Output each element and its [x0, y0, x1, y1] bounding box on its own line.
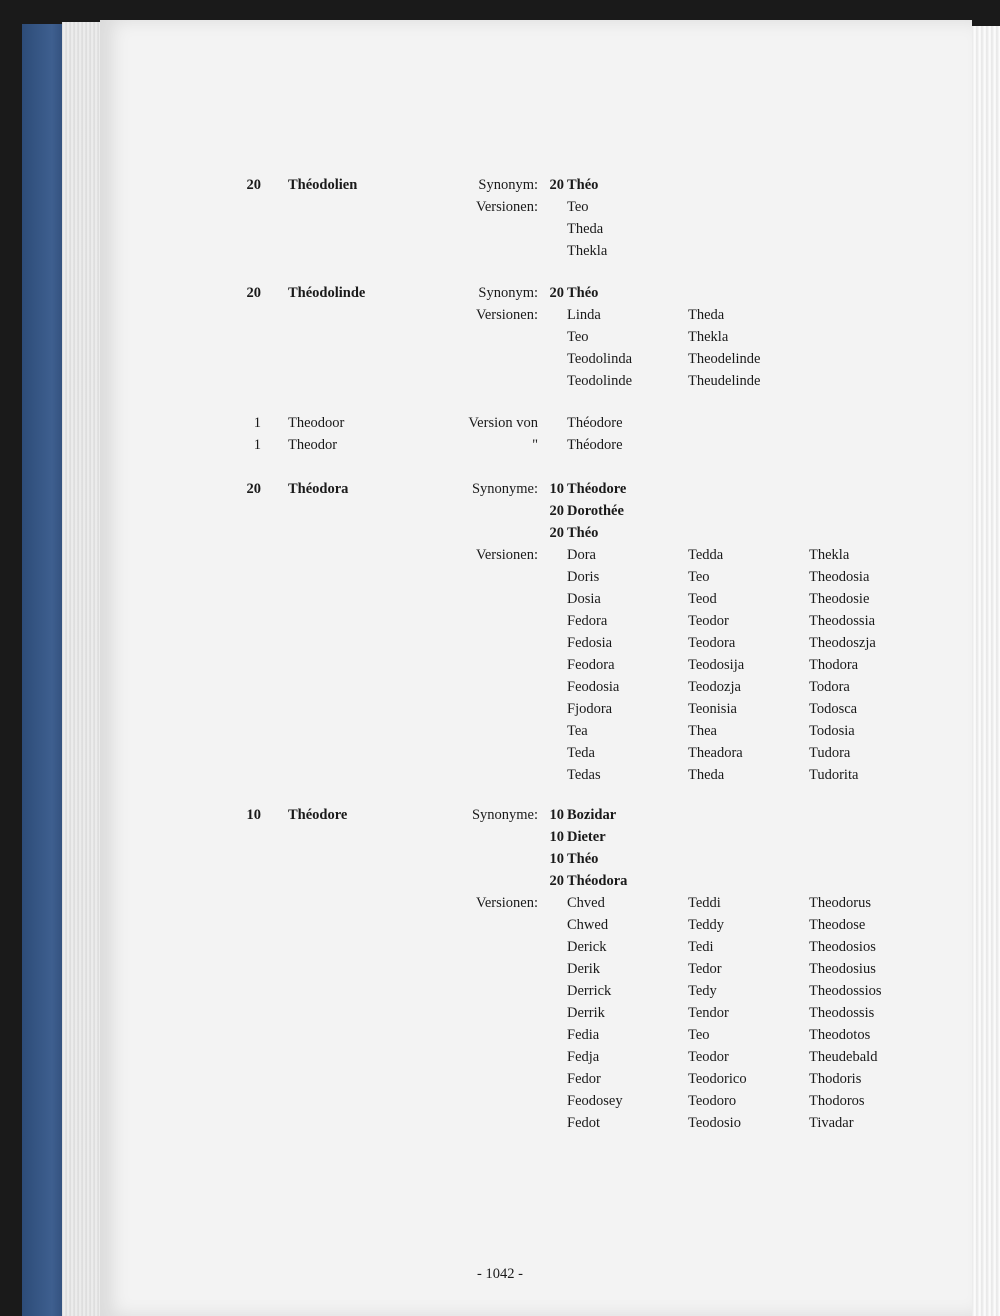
version-name: Thodora: [809, 657, 859, 673]
version-name: Teo: [688, 569, 710, 585]
version-name: Linda: [567, 307, 601, 323]
version-name: Dosia: [567, 591, 601, 607]
version-name: Theodosie: [809, 591, 870, 607]
version-name: Fedosia: [567, 635, 613, 651]
version-name: Todosia: [809, 723, 855, 739]
version-name: Fjodora: [567, 701, 613, 717]
version-name: Theda: [688, 307, 725, 323]
version-name: Tedda: [688, 547, 724, 563]
entry-frequency: 1: [253, 415, 261, 431]
version-name: Theodotos: [809, 1027, 871, 1043]
version-name: Teodor: [688, 1049, 729, 1065]
synonym-frequency: 10: [549, 481, 564, 497]
entry-frequency: 10: [246, 807, 261, 823]
version-name: Teodorico: [688, 1071, 747, 1087]
entry-frequency: 20: [246, 285, 261, 301]
synonym-name: Théodora: [567, 873, 628, 889]
version-name: Tivadar: [809, 1115, 854, 1131]
synonym-name: Théodore: [567, 481, 627, 497]
version-name: Derrik: [567, 1005, 605, 1021]
version-name: Derik: [567, 961, 601, 977]
version-name: Theodoszja: [809, 635, 876, 651]
version-name: Thekla: [567, 243, 608, 259]
versions-label: Versionen:: [475, 547, 538, 563]
version-name: Todora: [809, 679, 850, 695]
reference-label: ": [532, 437, 538, 453]
version-name: Tudorita: [809, 767, 859, 783]
version-name: Chved: [567, 895, 605, 911]
version-name: Teodora: [688, 635, 736, 651]
version-name: Teodolinde: [567, 373, 633, 389]
version-name: Fedia: [567, 1027, 600, 1043]
version-name: Theodelinde: [688, 351, 761, 367]
synonym-frequency: 10: [549, 829, 564, 845]
synonym-name: Bozidar: [567, 807, 617, 823]
entry-name: Theodor: [288, 437, 338, 453]
entry-frequency: 20: [246, 481, 261, 497]
version-name: Fedja: [567, 1049, 600, 1065]
version-name: Feodosia: [567, 679, 620, 695]
version-name: Thodoris: [809, 1071, 862, 1087]
version-name: Tedi: [688, 939, 714, 955]
synonym-name: Dieter: [567, 829, 606, 845]
entry-frequency: 1: [253, 437, 261, 453]
synonym-frequency: 20: [549, 503, 564, 519]
version-name: Teodoro: [688, 1093, 737, 1109]
versions-label: Versionen:: [475, 307, 538, 323]
synonym-label: Synonyme:: [471, 481, 538, 497]
version-name: Theodosia: [809, 569, 870, 585]
synonym-label: Synonym:: [478, 285, 538, 301]
entry-name: Théodore: [288, 807, 348, 823]
version-name: Tudora: [809, 745, 851, 761]
version-name: Thodoros: [809, 1093, 865, 1109]
synonym-name: Théo: [567, 177, 599, 193]
versions-label: Versionen:: [475, 895, 538, 911]
version-name: Fedot: [567, 1115, 601, 1131]
entry-name: Theodoor: [288, 415, 345, 431]
page-edges-right: [972, 26, 1000, 1316]
version-name: Teddi: [688, 895, 721, 911]
version-name: Teo: [567, 199, 589, 215]
version-name: Tedas: [567, 767, 601, 783]
version-name: Teddy: [688, 917, 725, 933]
version-name: Theodorus: [809, 895, 872, 911]
versions-label: Versionen:: [475, 199, 538, 215]
entry-name: Théodolien: [288, 177, 358, 193]
version-name: Theodosios: [809, 939, 876, 955]
synonym-name: Théo: [567, 285, 599, 301]
version-name: Teo: [688, 1027, 710, 1043]
synonym-frequency: 20: [549, 177, 564, 193]
synonym-label: Synonyme:: [471, 807, 538, 823]
version-name: Theodosius: [809, 961, 876, 977]
synonym-name: Théo: [567, 525, 599, 541]
version-name: Todosca: [809, 701, 858, 717]
synonym-frequency: 20: [549, 525, 564, 541]
version-name: Teodor: [688, 613, 729, 629]
synonym-frequency: 20: [549, 873, 564, 889]
synonym-name: Dorothée: [567, 503, 624, 519]
version-name: Theodossia: [809, 613, 876, 629]
version-name: Tendor: [688, 1005, 729, 1021]
version-name: Dora: [567, 547, 596, 563]
version-name: Derick: [567, 939, 607, 955]
version-name: Thekla: [688, 329, 729, 345]
version-name: Theda: [688, 767, 725, 783]
version-name: Teodozja: [688, 679, 741, 695]
page-number: - 1042 -: [477, 1266, 523, 1282]
synonym-frequency: 10: [549, 851, 564, 867]
version-name: Teonisia: [688, 701, 737, 717]
synonym-frequency: 10: [549, 807, 564, 823]
entry-name: Théodora: [288, 481, 349, 497]
version-name: Teodosija: [688, 657, 745, 673]
version-name: Fedora: [567, 613, 608, 629]
version-name: Fedor: [567, 1071, 601, 1087]
reference-name: Théodore: [567, 415, 623, 431]
version-name: Thekla: [809, 547, 850, 563]
synonym-name: Théo: [567, 851, 599, 867]
version-name: Theodossis: [809, 1005, 875, 1021]
version-name: Derrick: [567, 983, 612, 999]
version-name: Theda: [567, 221, 604, 237]
version-name: Tedor: [688, 961, 722, 977]
version-name: Theudebald: [809, 1049, 878, 1065]
version-name: Teod: [688, 591, 717, 607]
version-name: Theodose: [809, 917, 866, 933]
version-name: Feodora: [567, 657, 615, 673]
reference-label: Version von: [468, 415, 538, 431]
entry-name: Théodolinde: [288, 285, 366, 301]
version-name: Teodolinda: [567, 351, 633, 367]
synonym-label: Synonym:: [478, 177, 538, 193]
version-name: Theodossios: [809, 983, 882, 999]
version-name: Thea: [688, 723, 717, 739]
version-name: Teda: [567, 745, 595, 761]
version-name: Feodosey: [567, 1093, 623, 1109]
version-name: Tedy: [688, 983, 717, 999]
entry-frequency: 20: [246, 177, 261, 193]
version-name: Doris: [567, 569, 600, 585]
synonym-frequency: 20: [549, 285, 564, 301]
version-name: Tea: [567, 723, 588, 739]
version-name: Teodosio: [688, 1115, 741, 1131]
version-name: Chwed: [567, 917, 609, 933]
version-name: Theudelinde: [688, 373, 761, 389]
reference-name: Théodore: [567, 437, 623, 453]
version-name: Teo: [567, 329, 589, 345]
version-name: Theadora: [688, 745, 743, 761]
